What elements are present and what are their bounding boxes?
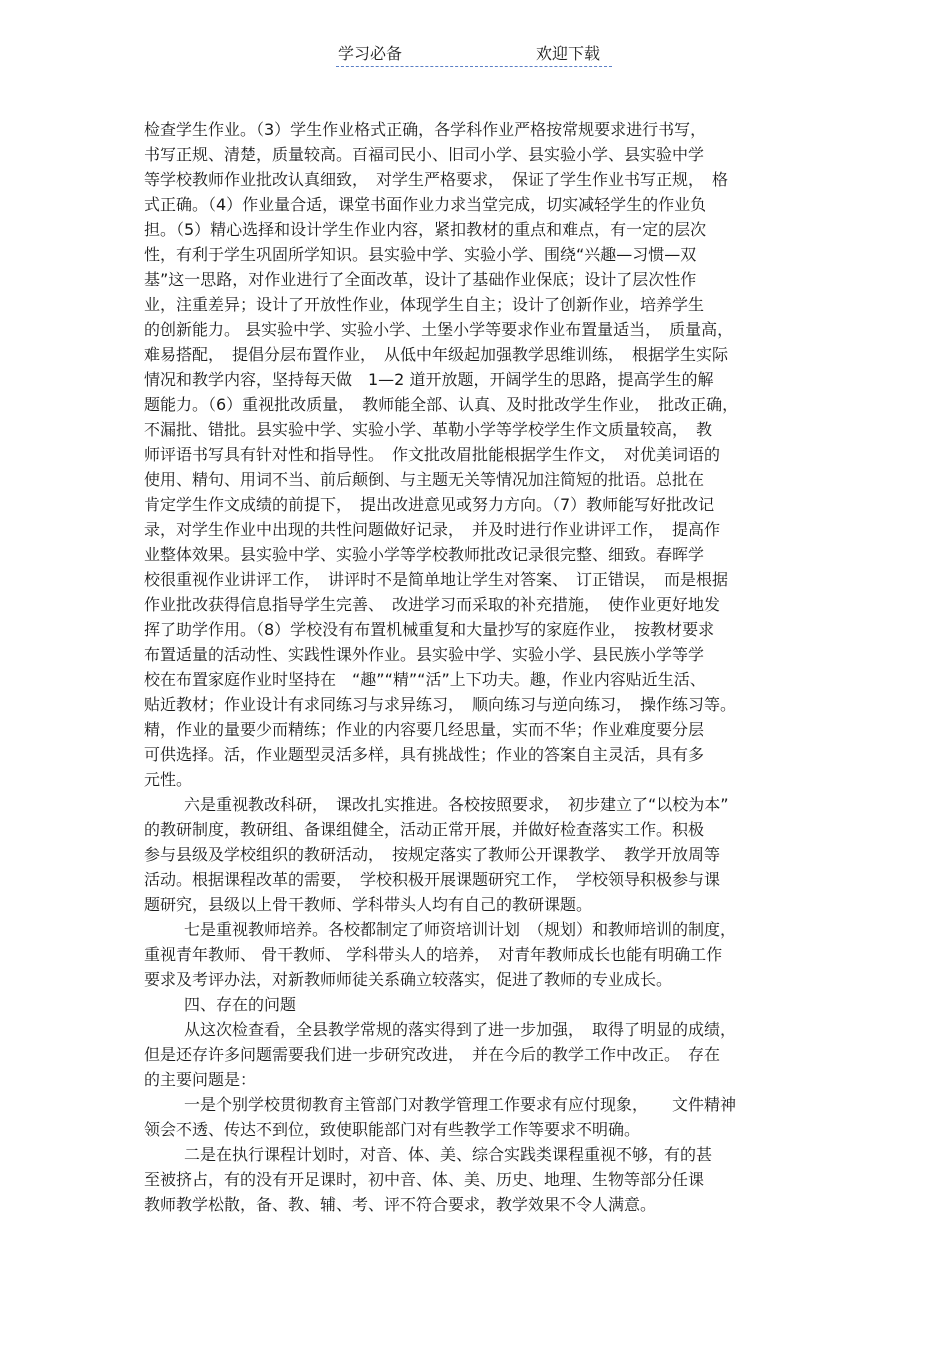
- text-line: 肯定学生作文成绩的前提下， 提出改进意见或努力方向。（7）教师能写好批改记: [144, 495, 715, 514]
- text-line: 式正确。（4）作业量合适，课堂书面作业力求当堂完成，切实减轻学生的作业负: [144, 195, 707, 214]
- text-line: 情况和教学内容，坚持每天做 1—2 道开放题，开阔学生的思路，提高学生的解: [144, 370, 714, 389]
- paragraph-first-line: 七是重视教师培养。各校都制定了师资培训计划 （规划）和教师培训的制度，: [184, 920, 737, 939]
- text-line: 难易搭配， 提倡分层布置作业， 从低中年级起加强教学思维训练， 根据学生实际: [144, 345, 729, 364]
- text-line: 贴近教材；作业设计有求同练习与求异练习， 顺向练习与逆向练习， 操作练习等。: [144, 695, 737, 714]
- document-body: [144, 117, 824, 1217]
- text-line: 题能力。（6）重视批改质量， 教师能全部、认真、及时批改学生作业， 批改正确，: [144, 395, 739, 414]
- text-line: 使用、精句、用词不当、前后颠倒、与主题无关等情况加注简短的批语。总批在: [144, 470, 705, 489]
- text-line: 性，有利于学生巩固所学知识。县实验中学、实验小学、围绕“兴趣—习惯—双: [144, 245, 697, 264]
- paragraph-first-line: 六是重视教改科研， 课改扎实推进。各校按照要求， 初步建立了“以校为本”: [184, 795, 729, 814]
- text-line: 重视青年教师、 骨干教师、 学科带头人的培养， 对青年教师成长也能有明确工作: [144, 945, 723, 964]
- text-line: 等学校教师作业批改认真细致， 对学生严格要求， 保证了学生作业书写正规， 格: [144, 170, 729, 189]
- text-line: 的创新能力。 县实验中学、实验小学、土堡小学等要求作业布置量适当， 质量高，: [144, 320, 734, 339]
- paragraph-first-line: 从这次检查看，全县教学常规的落实得到了进一步加强， 取得了明显的成绩，: [184, 1020, 737, 1039]
- text-line: 基”这一思路，对作业进行了全面改革，设计了基础作业保底；设计了层次性作: [144, 270, 697, 289]
- paragraph-first-line: 二是在执行课程计划时，对音、体、美、综合实践类课程重视不够，有的甚: [184, 1145, 713, 1164]
- text-line: 校在布置家庭作业时坚持在 “趣”“精”“活”上下功夫。趣，作业内容贴近生活、: [144, 670, 706, 689]
- text-line: 挥了助学作用。（8）学校没有布置机械重复和大量抄写的家庭作业， 按教材要求: [144, 620, 715, 639]
- paragraph-first-line: 一是个别学校贯彻教育主管部门对教学管理工作要求有应付现象， 文件精神: [184, 1095, 737, 1114]
- text-line: 录，对学生作业中出现的共性问题做好记录， 并及时进行作业讲评工作， 提高作: [144, 520, 721, 539]
- text-line: 校很重视作业讲评工作， 讲评时不是简单地让学生对答案、 订正错误， 而是根据: [144, 570, 729, 589]
- text-line: 参与县级及学校组织的教研活动， 按规定落实了教师公开课教学、 教学开放周等: [144, 845, 721, 864]
- text-line: 精，作业的量要少而精练；作业的内容要几经思量，实而不华；作业难度要分层: [144, 720, 705, 739]
- text-line: 担。（5）精心选择和设计学生作业内容，紧扣教材的重点和难点，有一定的层次: [144, 220, 707, 239]
- text-line: 作业批改获得信息指导学生完善、 改进学习而采取的补充措施， 使作业更好地发: [144, 595, 721, 614]
- text-line: 教师教学松散，备、教、辅、考、评不符合要求，教学效果不令人满意。: [144, 1195, 657, 1214]
- text-line: 不漏批、错批。县实验中学、实验小学、革勒小学等学校学生作文质量较高， 教: [144, 420, 713, 439]
- text-line: 的主要问题是：: [144, 1070, 257, 1089]
- header-left-text: 学习必备: [338, 44, 403, 63]
- text-line: 布置适量的活动性、实践性课外作业。县实验中学、实验小学、县民族小学等学: [144, 645, 705, 664]
- header-right-text: 欢迎下载: [536, 44, 601, 63]
- text-line: 要求及考评办法，对新教师师徒关系确立较落实，促进了教师的专业成长。: [144, 970, 673, 989]
- text-line: 书写正规、清楚，质量较高。百福司民小、旧司小学、县实验小学、县实验中学: [144, 145, 705, 164]
- text-line: 题研究，县级以上骨干教师、学科带头人均有自己的教研课题。: [144, 895, 593, 914]
- text-line: 活动。根据课程改革的需要， 学校积极开展课题研究工作， 学校领导积极参与课: [144, 870, 721, 889]
- text-line: 可供选择。活，作业题型灵活多样，具有挑战性；作业的答案自主灵活，具有多: [144, 745, 705, 764]
- text-line: 业，注重差异；设计了开放性作业，体现学生自主；设计了创新作业，培养学生: [144, 295, 705, 314]
- text-line: 领会不透、传达不到位，致使职能部门对有些教学工作等要求不明确。: [144, 1120, 641, 1139]
- page-header: [336, 42, 612, 67]
- text-line: 但是还存许多问题需要我们进一步研究改进， 并在今后的教学工作中改正。 存在: [144, 1045, 721, 1064]
- text-line: 元性。: [144, 770, 193, 789]
- text-line: 业整体效果。县实验中学、实验小学等学校教师批改记录很完整、细致。春晖学: [144, 545, 705, 564]
- paragraph-first-line: 四、存在的问题: [184, 995, 297, 1014]
- text-line: 师评语书写具有针对性和指导性。 作文批改眉批能根据学生作文， 对优美词语的: [144, 445, 721, 464]
- text-line: 的教研制度，教研组、备课组健全，活动正常开展，并做好检查落实工作。积极: [144, 820, 705, 839]
- text-line: 检查学生作业。（3）学生作业格式正确，各学科作业严格按常规要求进行书写，: [144, 120, 707, 139]
- text-line: 至被挤占，有的没有开足课时，初中音、体、美、历史、地理、生物等部分任课: [144, 1170, 705, 1189]
